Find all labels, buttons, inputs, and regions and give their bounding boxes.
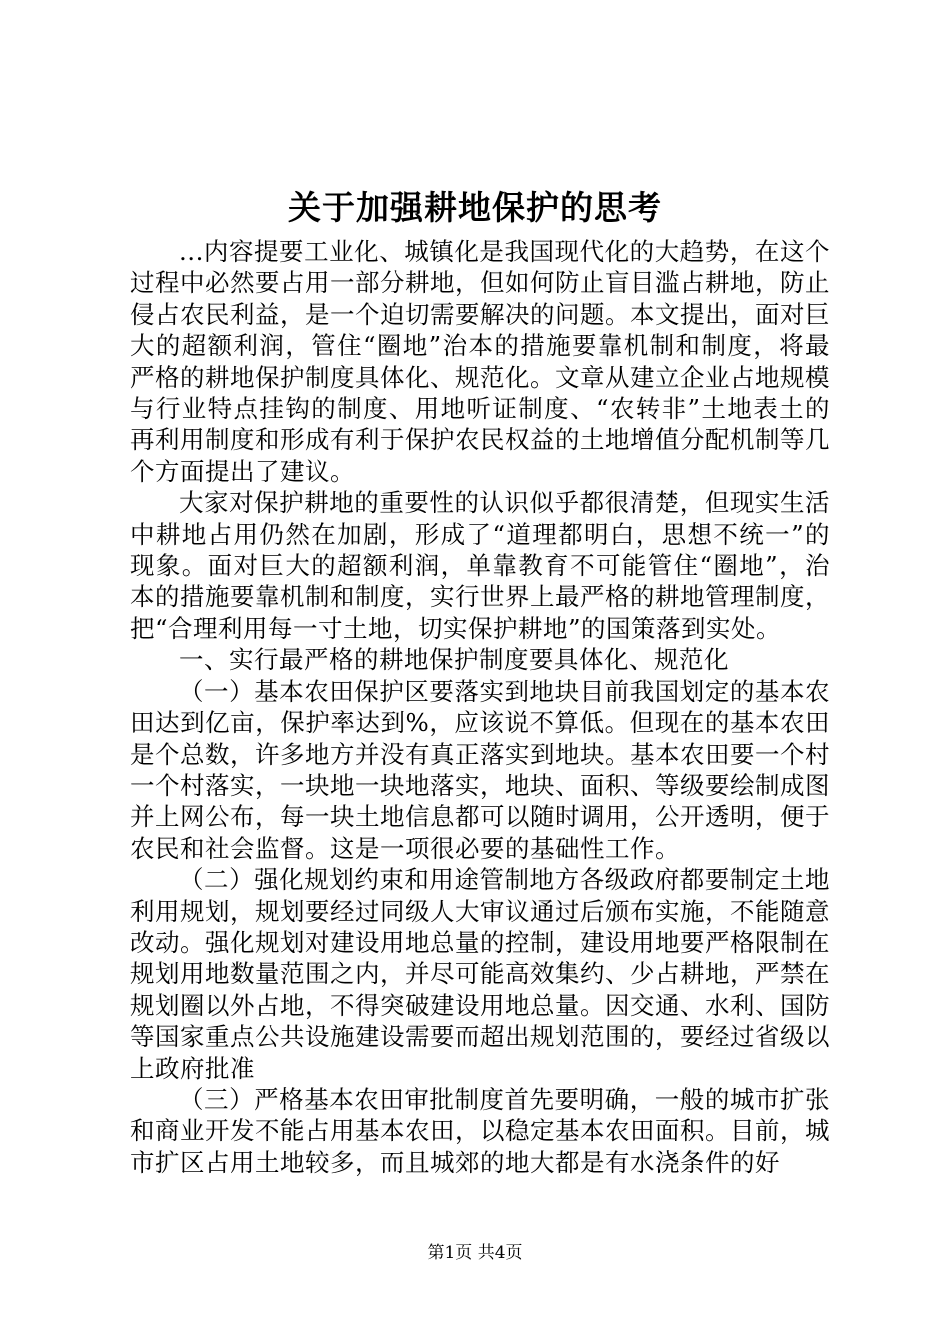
section-heading: 一、实行最严格的耕地保护制度要具体化、规范化 [179,645,729,675]
subsection-paragraph-1: （一）基本农田保护区要落实到地块目前我国划定的基本农田达到亿亩，保护率达到%，应该说不算低。但现在的基本农田是个总数，许多地方并没有真正落实到地块。基本农田要一个村一个村落实，一块地一块地落实，地块、面积、等级要绘制成图并上网公布，每一块土地信息都可以随时调用，公开透明，便于农民和社会监督。这是一项很必要的基础性工作。 [130,676,830,863]
abstract-paragraph: ...内容提要工业化、城镇化是我国现代化的大趋势，在这个过程中必然要占用一部分耕地，但如何防止盲目滥占耕地，防止侵占农民利益，是一个迫切需要解决的问题。本文提出，面对巨大的超额利润，管住“圈地”治本的措施要靠机制和制度，将最严格的耕地保护制度具体化、规范化。文章从建立企业占地规模与行业特点挂钩的制度、用地听证制度、“农转非”土地表土的再利用制度和形成有利于保护农民权益的土地增值分配机制等几个方面提出了建议。 [130,237,830,486]
document-body [130,236,830,1178]
subsection-paragraph-3: （三）严格基本农田审批制度首先要明确，一般的城市扩张和商业开发不能占用基本农田，以稳定基本农田面积。目前，城市扩区占用土地较多，而且城郊的地大都是有水浇条件的好 [130,1084,830,1177]
page-footer: 第1页 共4页 [427,1243,523,1263]
document-title: 关于加强耕地保护的思考 [288,188,662,227]
intro-paragraph: 大家对保护耕地的重要性的认识似乎都很清楚，但现实生活中耕地占用仍然在加剧，形成了“道理都明白，思想不统一”的现象。面对巨大的超额利润，单靠教育不可能管住“圈地”，治本的措施要靠机制和制度，实行世界上最严格的耕地管理制度，把“合理利用每一寸土地，切实保护耕地”的国策落到实处。 [130,488,830,643]
subsection-paragraph-2: （二）强化规划约束和用途管制地方各级政府都要制定土地利用规划，规划要经过同级人大审议通过后颁布实施，不能随意改动。强化规划对建设用地总量的控制，建设用地要严格限制在规划用地数量范围之内，并尽可能高效集约、少占耕地，严禁在规划圈以外占地，不得突破建设用地总量。因交通、水利、国防等国家重点公共设施建设需要而超出规划范围的，要经过省级以上政府批准 [130,865,830,1083]
